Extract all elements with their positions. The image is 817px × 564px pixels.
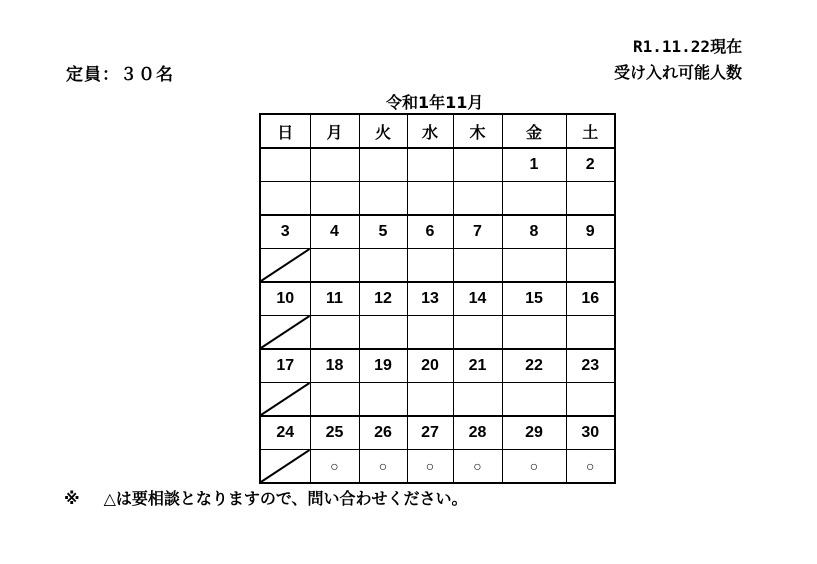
availability-cell [566,383,615,417]
day-number-cell [260,148,310,182]
day-number-cell: 9 [566,215,615,249]
availability-cell [453,316,502,350]
week-availability-row [260,249,615,283]
day-number-cell [407,148,453,182]
availability-cell: ○ [407,450,453,484]
closed-slash-cell [260,450,310,484]
availability-cell [359,383,407,417]
day-number-cell [310,148,359,182]
day-number-cell: 20 [407,349,453,383]
day-number-cell: 29 [502,416,566,450]
day-number-cell: 12 [359,282,407,316]
day-number-cell: 21 [453,349,502,383]
week-availability-row [260,450,615,484]
availability-cell [502,383,566,417]
weekday-sat: 土 [566,114,615,148]
day-number-cell: 5 [359,215,407,249]
week-day-row [260,215,615,249]
as-of-date: R1.11.22現在 [633,37,743,56]
note-text: △は要相談となりますので、問い合わせください。 [103,489,468,508]
availability-cell [359,316,407,350]
availability-cell [407,182,453,216]
availability-cell [359,249,407,283]
day-number-cell: 2 [566,148,615,182]
day-number-cell: 23 [566,349,615,383]
closed-slash-cell [260,383,310,417]
day-number-cell: 3 [260,215,310,249]
availability-cell [310,316,359,350]
day-number-cell [453,148,502,182]
availability-cell [407,316,453,350]
day-number-cell: 28 [453,416,502,450]
availability-cell [453,249,502,283]
availability-cell [260,182,310,216]
week-day-row [260,282,615,316]
availability-cell [310,249,359,283]
weekday-sun: 日 [260,114,310,148]
weekday-header-row [260,114,615,148]
week-day-row [260,349,615,383]
week-availability-row [260,316,615,350]
day-number-cell: 18 [310,349,359,383]
availability-cell: ○ [566,450,615,484]
availability-cell [310,182,359,216]
day-number-cell: 15 [502,282,566,316]
footer-note [64,486,468,509]
availability-cell [407,249,453,283]
day-number-cell: 27 [407,416,453,450]
week-availability-row [260,383,615,417]
closed-slash-cell [260,249,310,283]
day-number-cell: 8 [502,215,566,249]
day-number-cell: 6 [407,215,453,249]
availability-cell [502,316,566,350]
note-mark: ※ [64,489,80,508]
availability-calendar [259,113,616,484]
day-number-cell: 22 [502,349,566,383]
availability-cell: ○ [502,450,566,484]
weekday-wed: 水 [407,114,453,148]
day-number-cell: 17 [260,349,310,383]
capacity-label: 定員：３０名 [66,65,174,85]
availability-cell: ○ [310,450,359,484]
weekday-thu: 木 [453,114,502,148]
day-number-cell: 1 [502,148,566,182]
availability-cell [310,383,359,417]
availability-cell [407,383,453,417]
week-availability-row [260,182,615,216]
day-number-cell: 30 [566,416,615,450]
weekday-fri: 金 [502,114,566,148]
day-number-cell [359,148,407,182]
day-number-cell: 26 [359,416,407,450]
availability-cell: ○ [453,450,502,484]
availability-cell [453,182,502,216]
day-number-cell: 24 [260,416,310,450]
day-number-cell: 13 [407,282,453,316]
availability-cell [566,316,615,350]
availability-cell [566,249,615,283]
weekday-mon: 月 [310,114,359,148]
availability-cell [453,383,502,417]
weekday-tue: 火 [359,114,407,148]
month-title: 令和1年11月 [386,93,484,112]
day-number-cell: 7 [453,215,502,249]
day-number-cell: 16 [566,282,615,316]
day-number-cell: 19 [359,349,407,383]
closed-slash-cell [260,316,310,350]
availability-cell [566,182,615,216]
day-number-cell: 25 [310,416,359,450]
day-number-cell: 4 [310,215,359,249]
availability-cell: ○ [359,450,407,484]
availability-subtitle: 受け入れ可能人数 [614,63,743,82]
availability-cell [502,182,566,216]
week-day-row [260,148,615,182]
day-number-cell: 14 [453,282,502,316]
day-number-cell: 11 [310,282,359,316]
availability-cell [359,182,407,216]
availability-cell [502,249,566,283]
week-day-row [260,416,615,450]
day-number-cell: 10 [260,282,310,316]
